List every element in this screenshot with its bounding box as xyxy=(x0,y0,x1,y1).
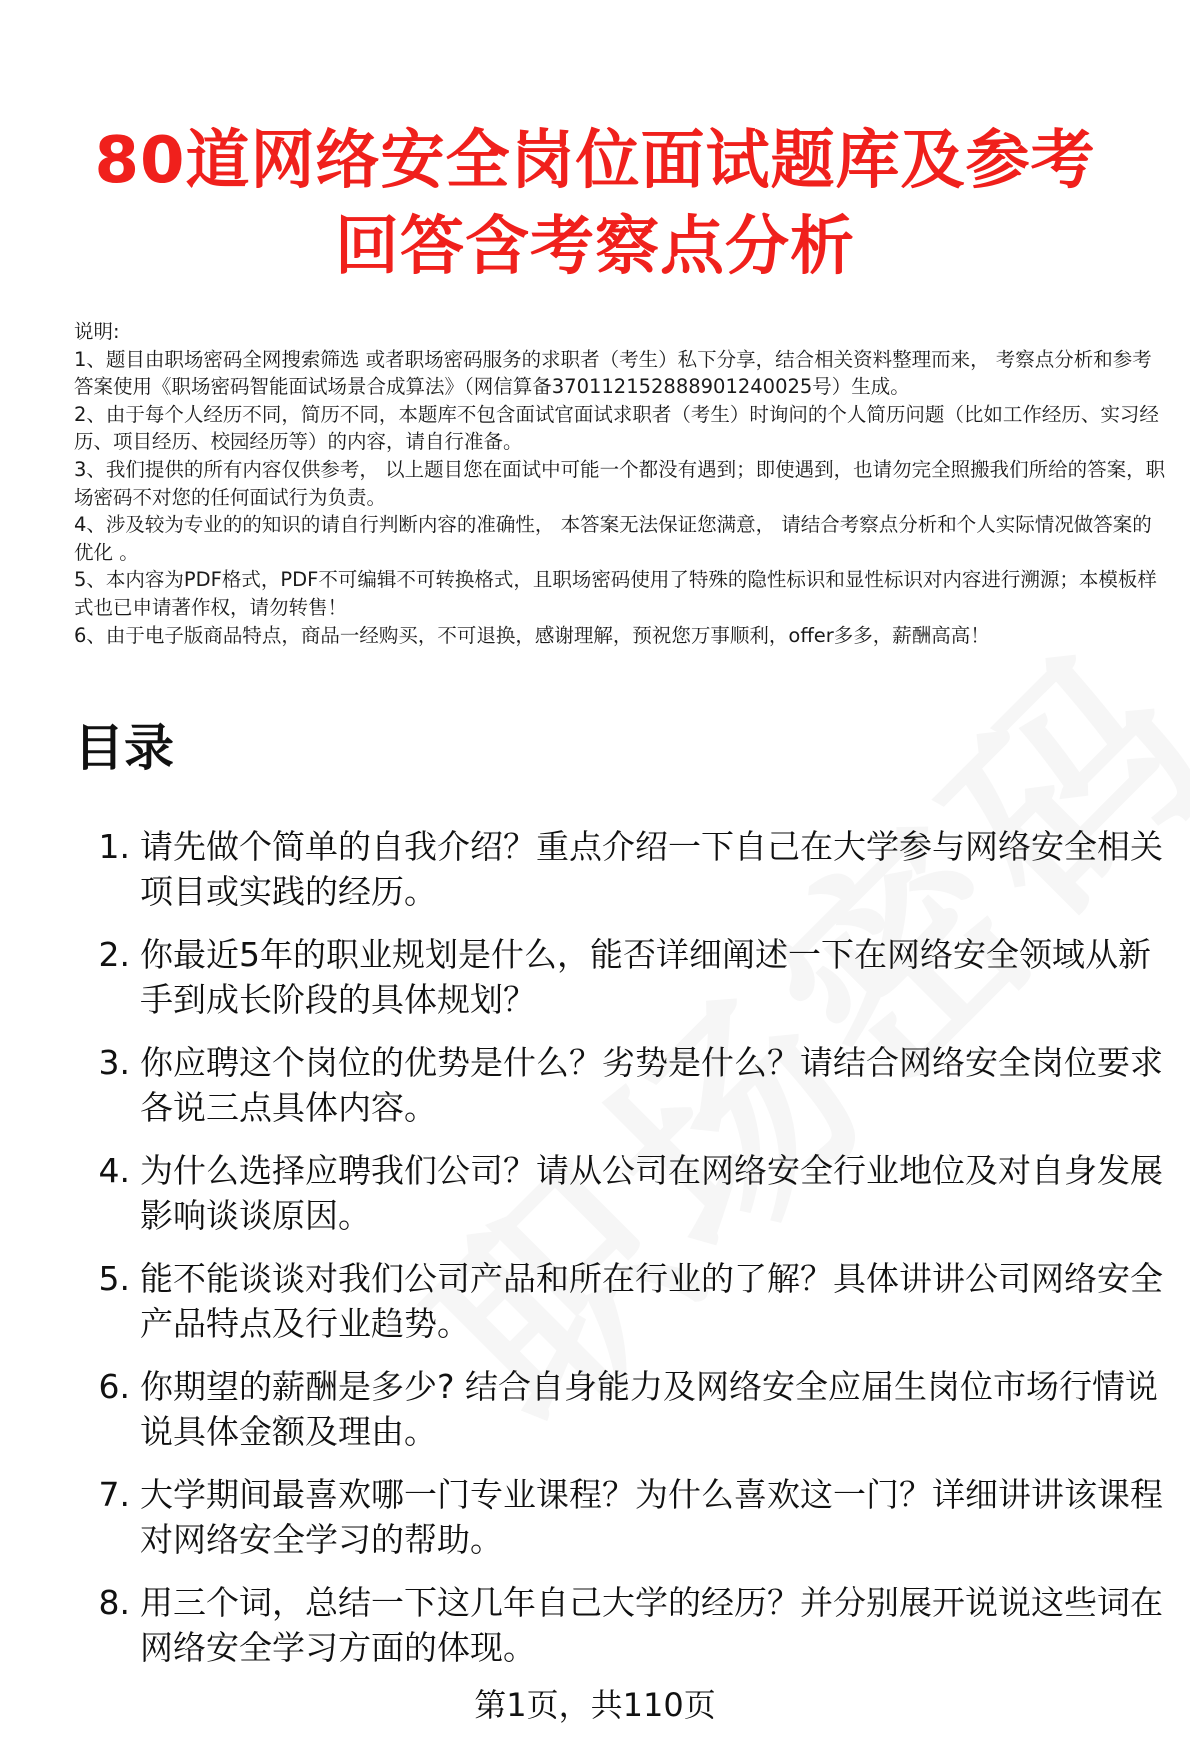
note-item: 6、由于电子版商品特点，商品一经购买，不可退换，感谢理解，预祝您万事顺利，offer多多，薪酬高高！ xyxy=(74,623,990,647)
document-title: 80道网络安全岗位面试题库及参考回答含考察点分析 xyxy=(94,124,1096,284)
toc-item-number: 8. xyxy=(98,1583,130,1622)
toc-heading: 目录 xyxy=(74,719,174,777)
toc-item-text: 你最近5年的职业规划是什么，能否详细阐述一下在网络安全领域从新手到成长阶段的具体规划？ xyxy=(140,935,1151,1019)
toc-item-text: 你期望的薪酬是多少? 结合自身能力及网络安全应届生岗位市场行情说说具体金额及理由。 xyxy=(140,1367,1159,1451)
toc-item-number: 7. xyxy=(98,1475,130,1514)
toc-item-text: 请先做个简单的自我介绍？重点介绍一下自己在大学参与网络安全相关项目或实践的经历。 xyxy=(140,827,1163,911)
toc-item-number: 2. xyxy=(98,935,130,974)
toc-item[interactable] xyxy=(74,1256,1174,1346)
toc-item-number: 3. xyxy=(98,1043,130,1082)
note-item: 3、我们提供的所有内容仅供参考， 以上题目您在面试中可能一个都没有遇到；即使遇到，也请勿完全照搬我们所给的答案，职场密码不对您的任何面试行为负责。 xyxy=(74,457,1166,509)
note-item: 2、由于每个人经历不同，简历不同，本题库不包含面试官面试求职者（考生）时询问的个人简历问题（比如工作经历、实习经历、项目经历、校园经历等）的内容，请自行准备。 xyxy=(74,402,1159,454)
page-footer: 第1页，共110页 xyxy=(474,1686,716,1724)
toc-item[interactable] xyxy=(74,1472,1174,1562)
note-item: 5、本内容为PDF格式，PDF不可编辑不可转换格式，且职场密码使用了特殊的隐性标识和显性标识对内容进行溯源；本模板样式也已申请著作权，请勿转售！ xyxy=(74,568,1157,619)
toc-item[interactable] xyxy=(74,1580,1174,1670)
toc-item[interactable] xyxy=(74,1148,1174,1238)
toc-item-number: 5. xyxy=(98,1259,130,1298)
toc-item[interactable] xyxy=(74,1040,1174,1130)
notes-heading: 说明: xyxy=(74,320,120,343)
notes-section xyxy=(74,318,1166,649)
toc-item-text: 为什么选择应聘我们公司？请从公司在网络安全行业地位及对自身发展影响谈谈原因。 xyxy=(140,1151,1163,1235)
toc-item-number: 4. xyxy=(98,1151,130,1190)
toc-item[interactable] xyxy=(74,824,1174,914)
toc-item-number: 1. xyxy=(98,827,130,866)
toc-item[interactable] xyxy=(74,1364,1174,1454)
toc-item-text: 用三个词，总结一下这几年自己大学的经历？并分别展开说说这些词在网络安全学习方面的体现。 xyxy=(140,1583,1163,1667)
toc-item-text: 能不能谈谈对我们公司产品和所在行业的了解？具体讲讲公司网络安全产品特点及行业趋势。 xyxy=(140,1259,1163,1343)
toc-item-number: 6. xyxy=(98,1367,130,1406)
toc-list xyxy=(74,824,1174,1688)
note-item: 1、题目由职场密码全网搜索筛选 或者职场密码服务的求职者（考生）私下分享，结合相关资料整理而来， 考察点分析和参考答案使用《职场密码智能面试场景合成算法》（网信算备370112152888901240025号）生成。 xyxy=(74,347,1152,399)
toc-item-text: 大学期间最喜欢哪一门专业课程？为什么喜欢这一门？详细讲讲该课程对网络安全学习的帮助。 xyxy=(140,1475,1163,1559)
toc-item-text: 你应聘这个岗位的优势是什么？劣势是什么？请结合网络安全岗位要求各说三点具体内容。 xyxy=(140,1043,1163,1127)
toc-item[interactable] xyxy=(74,932,1174,1022)
note-item: 4、涉及较为专业的的知识的请自行判断内容的准确性， 本答案无法保证您满意， 请结合考察点分析和个人实际情况做答案的优化 。 xyxy=(74,513,1152,564)
